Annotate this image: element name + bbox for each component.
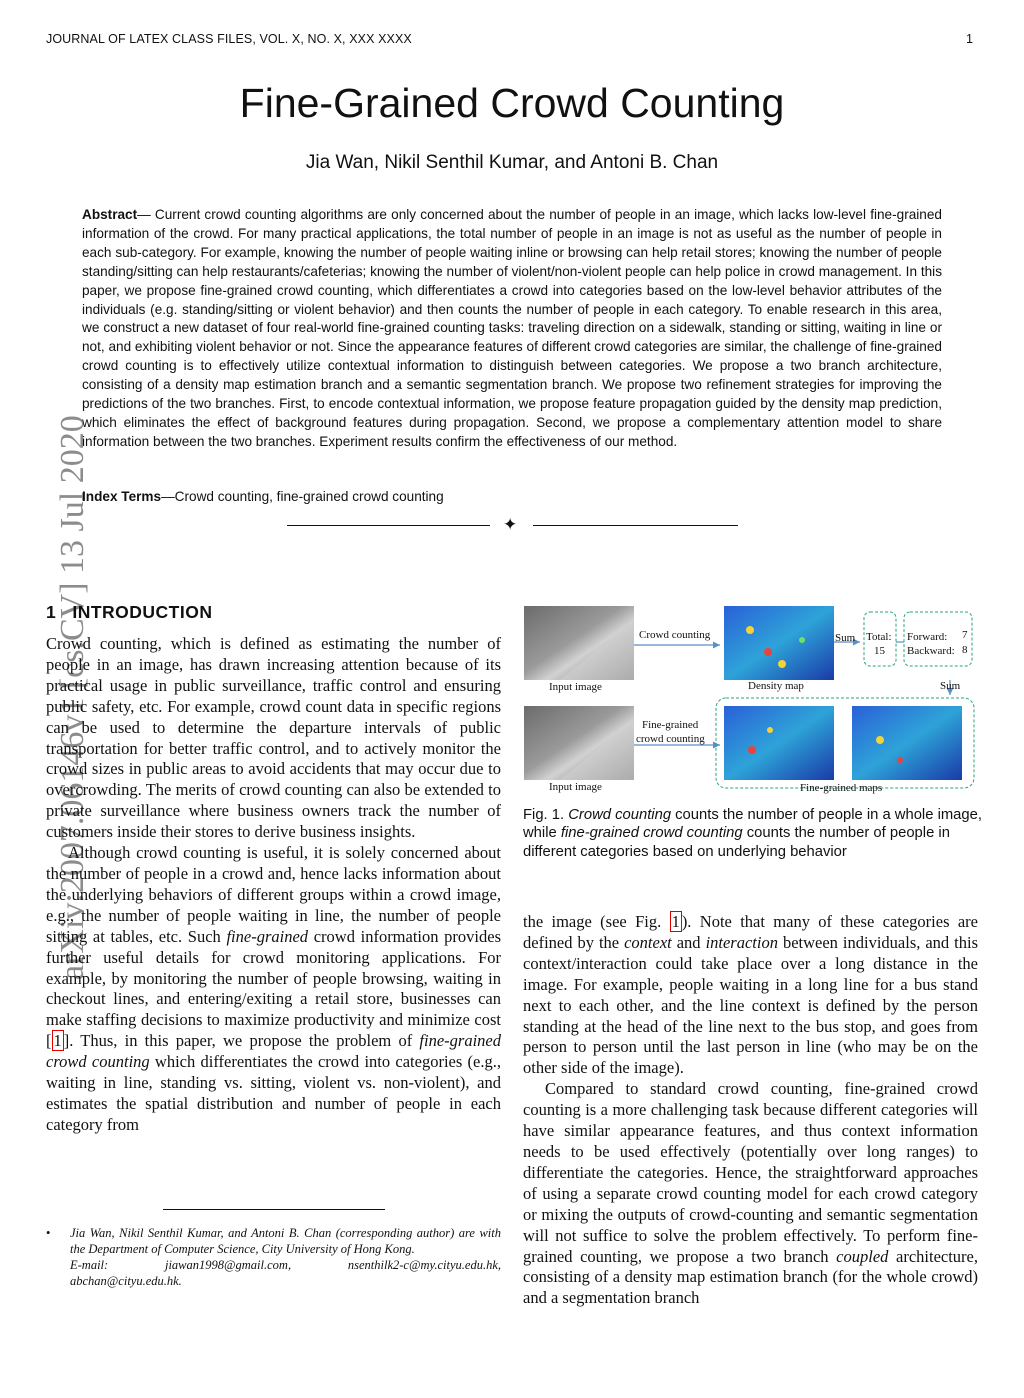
index-terms-label: Index Terms [82, 489, 162, 504]
label-fine-grained-maps: Fine-grained maps [800, 782, 883, 794]
label-crowd-counting: Crowd counting [639, 629, 711, 641]
emphasis: fine-grained crowd counting [560, 825, 743, 842]
density-hotspot [764, 648, 772, 656]
section-title: INTRODUCTION [72, 602, 213, 622]
figure-1-caption [523, 806, 983, 861]
label-forward: Forward: [907, 631, 948, 643]
index-terms [82, 489, 942, 504]
emphasis: coupled [836, 1246, 889, 1266]
text-run: counts the number of people in a whole image, while [523, 807, 982, 842]
emphasis: fine-grained crowd counting [46, 1031, 501, 1072]
density-hotspot [746, 626, 754, 634]
right-paragraph-2 [523, 1079, 978, 1309]
text-run: architecture, consisting of a density map estimation branch (for the whole crowd) and a segmentation branch [523, 1246, 978, 1308]
value-backward: 8 [962, 644, 968, 656]
value-forward: 7 [962, 629, 968, 641]
emphasis: context [624, 932, 672, 952]
text-run: Compared to standard crowd counting, fine-grained crowd counting is a more challenging task because different categories will have similar appearance features, and thus context information needs to be used effectively (potentially over long ranges) to differentiate the categories. Hence, the straightforward approaches of using a separate crowd counting model for each crowd category or mixing the outputs of crowd-counting and semantic segmentation will not suffice to solve the problem effectively. To perform fine-grained counting, we propose a two branch [523, 1079, 978, 1266]
separator-rule-left [287, 525, 490, 526]
text-run: crowd information provides further useful details for crowd monitoring applications. For example, by monitoring the number of people browsing, waiting in checkout lines, and entering/exiting a retail store, businesses can make staffing decisions to maximize productivity and minimize cost [ [46, 926, 501, 1051]
figure-1 [520, 600, 985, 800]
value-total: 15 [874, 645, 885, 657]
figure-1-diagram [520, 600, 985, 800]
intro-paragraph-1: Crowd counting, which is defined as estimating the number of people in an image, has drawn increasing attention because of its practical usage in public surveillance, traffic control and ensuring public safety, etc. For example, crowd count data in specific regions can be used to determine the departure intervals of public transportation for better traffic control, and to actively monitor the crowd sizes in public areas to avoid accidents that may occur due to overcrowding. The merits of crowd counting can also be extended to private surveillance where business owners track the number of customers inside their stores to derive business insights. [46, 634, 501, 842]
density-hotspot [876, 736, 884, 744]
caption-label: Fig. 1. [523, 807, 569, 823]
email-address[interactable]: abchan@cityu.edu.hk. [70, 1274, 182, 1288]
abstract-text: — Current crowd counting algorithms are only concerned about the number of people in an image, which lacks low-level fine-grained information of the crowd. For many practical applications, the total number of people in an image is not as useful as the number of people in each sub-category. For example, knowing the number of people waiting inline or browsing can help retail stores; knowing the number of people standing/sitting can help restaurants/cafeterias; knowing the number of violent/non-violent people can help police in crowd management. In this paper, we propose fine-grained crowd counting, which differentiates a crowd into categories based on the low-level behavior attributes of the individuals (e.g. standing/sitting or violent behavior) and then counts the number of people in each category. To enable research in this area, we construct a new dataset of four real-world fine-grained counting tasks: traveling direction on a sidewalk, standing or sitting, waiting in line or not, and exhibiting violent behavior or not. Since the appearance features of different crowd categories are similar, the challenge of fine-grained crowd counting is to effectively utilize contextual information to distinguish between categories. We propose a two branch architecture, consisting of a density map estimation branch and a semantic segmentation branch. We propose two refinement strategies for improving the predictions of the two branches. First, to encode contextual information, we propose feature propagation guided by the density map prediction, which eliminates the effect of background features during propagation. Second, we propose a complementary attention model to share information between the two branches. Experiment results confirm the effectiveness of our method. [82, 207, 942, 449]
footnote-email-line [70, 1257, 501, 1273]
label-total: Total: [866, 631, 892, 643]
footnote-rule [163, 1209, 385, 1210]
index-terms-text: —Crowd counting, fine-grained crowd counting [161, 489, 444, 504]
citation-link[interactable]: 1 [53, 1031, 62, 1051]
density-hotspot [778, 660, 786, 668]
text-run: ). Note that many of these categories are defined by the [523, 912, 978, 952]
text-run: counts the number of people in different categories based on underlying behavior [523, 825, 950, 860]
text-run: between individuals, and this context/interaction could take place over a long distance in the image. For example, people waiting in a long line for a bus stand next to each other, and the line context is defined by the person standing at the head of the line next to the bus stop, and goes from person to person until the last person in line (who may be on the other side of the image). [523, 932, 979, 1078]
emphasis: fine-grained [226, 926, 309, 946]
text-run: the image (see Fig. [523, 912, 670, 931]
right-column [523, 912, 978, 1309]
label-fine-grained: Fine-grained [642, 719, 699, 731]
email-label: E-mail: [70, 1258, 109, 1272]
separator-diamond-icon: ✦ [503, 515, 518, 534]
running-header: JOURNAL OF LATEX CLASS FILES, VOL. X, NO. X, XXX XXXX [46, 32, 412, 46]
text-run: Although crowd counting is useful, it is solely concerned about the number of people in a crowd and, hence lacks information about the underlying behaviors of different groups within a crowd image, e.g., the number of people waiting in line, the number of people sitting at tables, etc. Such [46, 843, 501, 946]
label-backward: Backward: [907, 645, 955, 657]
density-map-image [724, 606, 834, 680]
label-sum-right: Sum [940, 680, 961, 692]
author-list: Jia Wan, Nikil Senthil Kumar, and Antoni B. Chan [305, 152, 719, 173]
emphasis: Crowd counting [568, 807, 672, 823]
email-address[interactable]: nsenthilk2-c@my.cityu.edu.hk, [347, 1258, 501, 1272]
density-hotspot [748, 746, 756, 754]
author-footnote [46, 1225, 501, 1289]
label-input-image-1: Input image [549, 681, 602, 693]
text-run: ]. Thus, in this paper, we propose the problem of [63, 1031, 420, 1051]
text-run: and [671, 932, 706, 952]
label-input-image-2: Input image [549, 781, 602, 793]
right-paragraph-1 [523, 912, 978, 1079]
arxiv-stamp-text: arXiv:2007.06146v1 [cs.CV] 13 Jul 2020 [54, 415, 91, 980]
emphasis: interaction [705, 932, 778, 952]
fine-grained-map-1 [724, 706, 834, 780]
fine-grained-map-2 [852, 706, 962, 780]
label-crowd-counting-2: crowd counting [636, 733, 705, 745]
email-address[interactable]: jiawan1998@gmail.com, [164, 1258, 292, 1272]
section-heading [46, 602, 212, 623]
density-hotspot [799, 637, 805, 643]
density-hotspot [767, 727, 773, 733]
abstract-label: Abstract [82, 207, 138, 222]
figure-ref-link[interactable]: 1 [671, 912, 680, 931]
paper-title: Fine-Grained Crowd Counting [239, 80, 785, 126]
text-run: which differentiates the crowd into categories (e.g., waiting in line, standing vs. sitting, violent vs. non-violent), and estimates the spatial distribution and number of people in each category from [46, 1052, 501, 1134]
label-sum-top: Sum [835, 632, 856, 644]
label-density-map: Density map [748, 680, 804, 692]
footnote-affiliation: Jia Wan, Nikil Senthil Kumar, and Antoni B. Chan (corresponding author) are with the Department of Computer Science, City University of Hong Kong. [70, 1226, 501, 1256]
separator-rule-right [533, 525, 738, 526]
density-hotspot [897, 757, 903, 763]
intro-paragraph-2 [46, 843, 501, 1136]
left-column [46, 634, 501, 1136]
section-number: 1 [46, 602, 57, 622]
footnote-bullet: • [46, 1226, 51, 1240]
abstract [82, 206, 942, 452]
page-number: 1 [966, 32, 973, 46]
